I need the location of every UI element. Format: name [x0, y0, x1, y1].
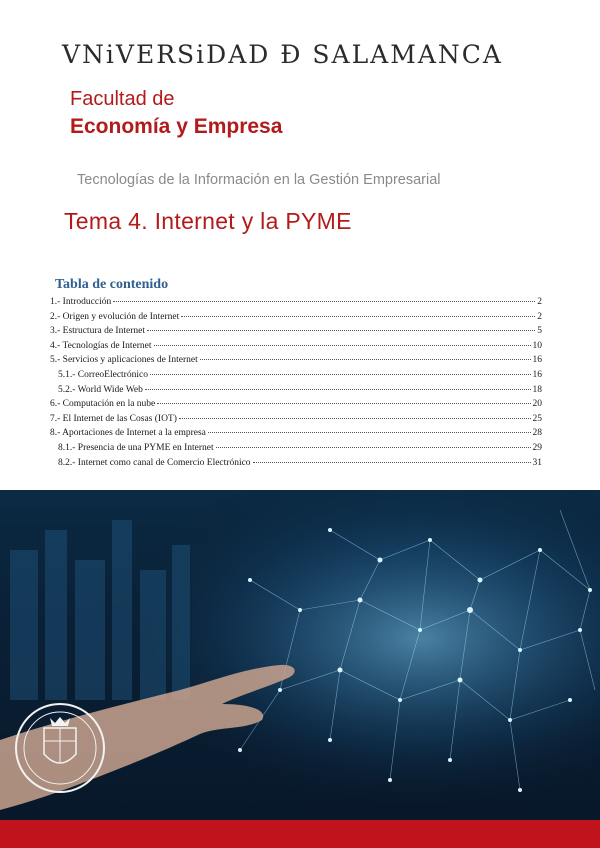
network-illustration: [0, 490, 600, 820]
toc-item[interactable]: 3.- Estructura de Internet 5: [50, 326, 542, 337]
faculty-line1: Facultad de: [70, 88, 175, 110]
cover-image: [0, 490, 600, 820]
toc-item[interactable]: 4.- Tecnologías de Internet 10: [50, 340, 542, 351]
toc-item[interactable]: 8.- Aportaciones de Internet a la empresa 28: [50, 428, 542, 439]
footer-bar: [0, 820, 600, 848]
toc-item[interactable]: 1.- Introducción 2: [50, 297, 542, 307]
topic-title: Tema 4. Internet y la PYME: [64, 208, 352, 234]
toc-item[interactable]: 5.1.- CorreoElectrónico 16: [58, 369, 542, 380]
faculty-line2: Economía y Empresa: [70, 115, 283, 138]
toc-item[interactable]: 2.- Origen y evolución de Internet 2: [50, 311, 542, 322]
subject-title: Tecnologías de la Información en la Gestión Empresarial: [77, 172, 441, 188]
toc-item[interactable]: 7.- El Internet de las Cosas (IOT) 25: [50, 413, 542, 424]
toc-title: Tabla de contenido: [55, 277, 169, 292]
toc-item[interactable]: 6.- Computación en la nube 20: [50, 399, 542, 410]
toc-item[interactable]: 5.- Servicios y aplicaciones de Internet 16: [50, 355, 542, 366]
university-name: VNiVERSiDAD Ɖ SALAMANCA: [62, 40, 503, 69]
table-of-contents: [50, 297, 542, 472]
toc-item[interactable]: 5.2.- World Wide Web 18: [58, 384, 542, 395]
toc-item[interactable]: 8.1.- Presencia de una PYME en Internet 29: [58, 442, 542, 453]
toc-item[interactable]: 8.2.- Internet como canal de Comercio Electrónico 31: [58, 457, 542, 468]
